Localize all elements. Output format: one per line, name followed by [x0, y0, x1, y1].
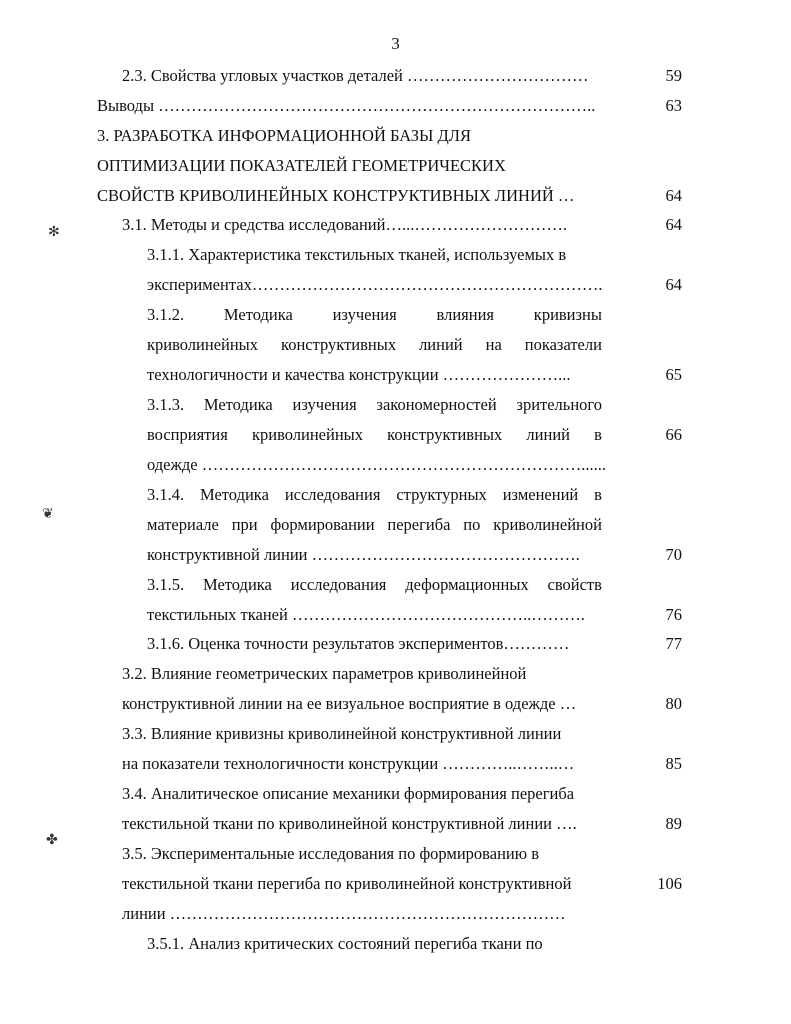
scan-speck: ✻ [48, 225, 60, 240]
word: кривизны [533, 305, 602, 324]
toc-entry-3-2-line-1[interactable]: 3.2. Влияние геометрических параметров криволинейной [122, 664, 527, 683]
word: закономерностей [376, 395, 497, 414]
word: 3.1.5. [147, 575, 185, 594]
toc-entry-3-3-line-1[interactable]: 3.3. Влияние кривизны криволинейной конструктивной линии [122, 724, 562, 743]
toc-entry-3-1-4-line-1[interactable] [147, 485, 602, 505]
toc-entry-3-1-5-line-2[interactable]: текстильных тканей ……………………………………..………. [147, 605, 585, 624]
word: исследования [284, 485, 381, 504]
toc-page-3-2: 80 [665, 694, 682, 713]
word: деформационных [405, 575, 529, 594]
toc-entry-3-1-1-line-1[interactable]: 3.1.1. Характеристика текстильных тканей, используемых в [147, 245, 567, 264]
word: восприятия [147, 425, 228, 444]
toc-page-3-3: 85 [665, 754, 682, 773]
word: материале [147, 515, 219, 534]
toc-entry-3-3-line-2[interactable]: на показатели технологичности конструкции …………..……..… [122, 754, 575, 773]
word: свойств [547, 575, 602, 594]
word: криволинейных [251, 425, 363, 444]
word: показатели [524, 335, 602, 354]
toc-chapter-3-line-1[interactable]: 3. РАЗРАБОТКА ИНФОРМАЦИОННОЙ БАЗЫ ДЛЯ [97, 126, 471, 145]
toc-page-3-4: 89 [665, 814, 682, 833]
toc-entry-3-5-line-3[interactable]: линии ……………………………………………………………… [122, 904, 566, 923]
toc-entry-3-1-5-line-1[interactable] [147, 575, 602, 595]
toc-page-3-5: 106 [657, 874, 682, 893]
word: изменений [502, 485, 579, 504]
word: влияния [436, 305, 494, 324]
toc-entry-3-4-line-2[interactable]: текстильной ткани по криволинейной конструктивной линии …. [122, 814, 577, 833]
word: в [594, 425, 602, 444]
toc-entry-3-2-line-2[interactable]: конструктивной линии на ее визуальное восприятие в одежде … [122, 694, 577, 713]
word: конструктивных [281, 335, 397, 354]
word: Методика [203, 575, 272, 594]
toc-chapter-3-line-3[interactable]: СВОЙСТВ КРИВОЛИНЕЙНЫХ КОНСТРУКТИВНЫХ ЛИНИЙ … [97, 186, 575, 205]
word: линий [419, 335, 463, 354]
toc-entry-3-5-line-2[interactable]: текстильной ткани перегиба по криволинейной конструктивной [122, 874, 572, 893]
word: изучения [332, 305, 397, 324]
toc-page-3-1-2: 65 [665, 365, 682, 384]
toc-entry-3-1-3-line-1[interactable] [147, 395, 602, 415]
toc-page-2-3: 59 [665, 66, 682, 85]
word: формировании [270, 515, 375, 534]
toc-entry-conclusions[interactable]: Выводы …………………………………………………………………….. [97, 96, 596, 115]
word: при [231, 515, 258, 534]
toc-entry-3-5-line-1[interactable]: 3.5. Экспериментальные исследования по формированию в [122, 844, 539, 863]
toc-entry-2-3[interactable]: 2.3. Свойства угловых участков деталей …………………………… [122, 66, 589, 85]
word: Методика [203, 395, 273, 414]
word: криволинейной [493, 515, 602, 534]
word: перегиба [387, 515, 451, 534]
word: криволинейных [147, 335, 259, 354]
word: 3.1.3. [147, 395, 185, 414]
toc-entry-3-5-1[interactable]: 3.5.1. Анализ критических состояний перегиба ткани по [147, 934, 543, 953]
word: линий [526, 425, 570, 444]
toc-page-conclusions: 63 [665, 96, 682, 115]
toc-entry-3-1-1-line-2[interactable]: экспериментах………………………………………………………. [147, 275, 603, 294]
word: исследования [290, 575, 387, 594]
page-number: 3 [391, 34, 400, 53]
toc-entry-3-1-4-line-2[interactable] [147, 515, 602, 535]
word: конструктивных [387, 425, 503, 444]
toc-entry-3-1-3-line-2[interactable] [147, 425, 602, 445]
toc-chapter-3-line-2[interactable]: ОПТИМИЗАЦИИ ПОКАЗАТЕЛЕЙ ГЕОМЕТРИЧЕСКИХ [97, 156, 506, 175]
word: в [594, 485, 602, 504]
toc-entry-3-1-6[interactable]: 3.1.6. Оценка точности результатов экспериментов………… [147, 634, 570, 653]
toc-entry-3-1-2-line-3[interactable]: технологичности и качества конструкции …………………... [147, 365, 571, 384]
toc-page-3-1-5: 76 [665, 605, 682, 624]
toc-page-chapter-3: 64 [665, 186, 682, 205]
word: 3.1.2. [147, 305, 185, 324]
toc-page-3-1-6: 77 [665, 634, 682, 653]
word: изучения [292, 395, 357, 414]
toc-entry-3-4-line-1[interactable]: 3.4. Аналитическое описание механики формирования перегиба [122, 784, 575, 803]
toc-page-3-1-3: 66 [665, 425, 682, 444]
word: на [485, 335, 502, 354]
word: 3.1.4. [147, 485, 185, 504]
word: по [463, 515, 481, 534]
scan-speck: ❦ [42, 507, 54, 522]
toc-page-3-1: 64 [665, 215, 682, 234]
toc-entry-3-1-2-line-1[interactable] [147, 305, 602, 325]
word: зрительного [516, 395, 602, 414]
toc-entry-3-1-2-line-2[interactable] [147, 335, 602, 355]
word: Методика [200, 485, 269, 504]
toc-page-3-1-4: 70 [665, 545, 682, 564]
toc-entry-3-1[interactable]: 3.1. Методы и средства исследований…...………………………. [122, 215, 567, 234]
word: структурных [396, 485, 487, 504]
word: Методика [223, 305, 293, 324]
scan-speck: ✤ [46, 833, 58, 848]
toc-entry-3-1-4-line-3[interactable]: конструктивной линии …………………………………………. [147, 545, 580, 564]
toc-entry-3-1-3-line-3[interactable]: одежде ……………………………………………………………...... [147, 455, 606, 474]
toc-page-3-1-1: 64 [665, 275, 682, 294]
